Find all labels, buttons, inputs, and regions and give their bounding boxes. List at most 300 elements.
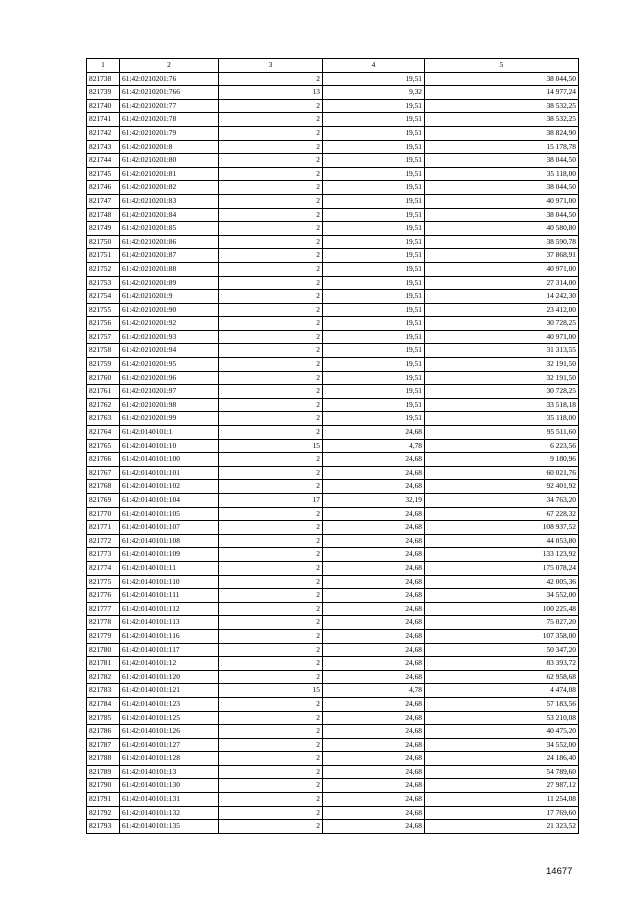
cadastral-number-cell: 61:42:0210201:87: [120, 249, 219, 263]
rate-cell: 19,51: [323, 140, 425, 154]
count-cell: 2: [219, 507, 323, 521]
count-cell: 2: [219, 616, 323, 630]
value-cell: 38 044,50: [425, 208, 579, 222]
row-id-cell: 821760: [87, 371, 120, 385]
cadastral-number-cell: 61:42:0210201:79: [120, 126, 219, 140]
count-cell: 2: [219, 167, 323, 181]
row-id-cell: 821777: [87, 602, 120, 616]
cadastral-number-cell: 61:42:0140101:128: [120, 752, 219, 766]
cadastral-number-cell: 61:42:0210201:9: [120, 290, 219, 304]
cadastral-number-cell: 61:42:0140101:131: [120, 793, 219, 807]
rate-cell: 19,51: [323, 208, 425, 222]
cadastral-number-cell: 61:42:0140101:101: [120, 466, 219, 480]
column-header: 3: [219, 59, 323, 73]
value-cell: 60 021,76: [425, 466, 579, 480]
value-cell: 38 044,50: [425, 154, 579, 168]
column-header: 5: [425, 59, 579, 73]
value-cell: 38 044,50: [425, 72, 579, 86]
row-id-cell: 821748: [87, 208, 120, 222]
table-row: [87, 426, 579, 440]
cadastral-number-cell: 61:42:0210201:93: [120, 330, 219, 344]
rate-cell: 19,51: [323, 303, 425, 317]
cadastral-number-cell: 61:42:0140101:1: [120, 426, 219, 440]
count-cell: 13: [219, 86, 323, 100]
rate-cell: 24,68: [323, 738, 425, 752]
rate-cell: 19,51: [323, 276, 425, 290]
value-cell: 14 242,30: [425, 290, 579, 304]
table-row: [87, 494, 579, 508]
table-row: [87, 86, 579, 100]
row-id-cell: 821752: [87, 262, 120, 276]
count-cell: 2: [219, 711, 323, 725]
cadastral-number-cell: 61:42:0210201:90: [120, 303, 219, 317]
count-cell: 2: [219, 262, 323, 276]
rate-cell: 19,51: [323, 344, 425, 358]
table-row: [87, 371, 579, 385]
table-row: [87, 290, 579, 304]
value-cell: 108 937,52: [425, 521, 579, 535]
cadastral-number-cell: 61:42:0140101:125: [120, 711, 219, 725]
cadastral-number-cell: 61:42:0140101:116: [120, 629, 219, 643]
table-row: [87, 725, 579, 739]
row-id-cell: 821754: [87, 290, 120, 304]
cadastral-number-cell: 61:42:0140101:104: [120, 494, 219, 508]
row-id-cell: 821771: [87, 521, 120, 535]
count-cell: 2: [219, 466, 323, 480]
row-id-cell: 821755: [87, 303, 120, 317]
rate-cell: 19,51: [323, 181, 425, 195]
count-cell: 2: [219, 480, 323, 494]
table-row: [87, 72, 579, 86]
row-id-cell: 821744: [87, 154, 120, 168]
table-row: [87, 194, 579, 208]
rate-cell: 24,68: [323, 752, 425, 766]
row-id-cell: 821756: [87, 317, 120, 331]
row-id-cell: 821791: [87, 793, 120, 807]
value-cell: 40 971,00: [425, 194, 579, 208]
rate-cell: 24,68: [323, 589, 425, 603]
cadastral-number-cell: 61:42:0140101:112: [120, 602, 219, 616]
column-header: 4: [323, 59, 425, 73]
cadastral-number-cell: 61:42:0210201:97: [120, 385, 219, 399]
value-cell: 38 532,25: [425, 113, 579, 127]
table-row: [87, 140, 579, 154]
table-row: [87, 629, 579, 643]
table-row: [87, 222, 579, 236]
rate-cell: 19,51: [323, 113, 425, 127]
table-row: [87, 684, 579, 698]
rate-cell: 24,68: [323, 507, 425, 521]
value-cell: 4 474,08: [425, 684, 579, 698]
cadastral-number-cell: 61:42:0140101:117: [120, 643, 219, 657]
table-row: [87, 575, 579, 589]
value-cell: 23 412,00: [425, 303, 579, 317]
count-cell: 2: [219, 602, 323, 616]
table-row: [87, 208, 579, 222]
row-id-cell: 821776: [87, 589, 120, 603]
table-row: [87, 262, 579, 276]
value-cell: 35 118,00: [425, 167, 579, 181]
count-cell: 15: [219, 439, 323, 453]
table-row: [87, 643, 579, 657]
cadastral-number-cell: 61:42:0140101:108: [120, 534, 219, 548]
cadastral-number-cell: 61:42:0140101:110: [120, 575, 219, 589]
count-cell: 2: [219, 412, 323, 426]
value-cell: 40 580,80: [425, 222, 579, 236]
rate-cell: 19,51: [323, 235, 425, 249]
value-cell: 35 118,00: [425, 412, 579, 426]
column-header: 2: [120, 59, 219, 73]
rate-cell: 19,51: [323, 358, 425, 372]
rate-cell: 19,51: [323, 72, 425, 86]
rate-cell: 19,51: [323, 290, 425, 304]
cadastral-number-cell: 61:42:0210201:77: [120, 99, 219, 113]
row-id-cell: 821769: [87, 494, 120, 508]
value-cell: 15 178,78: [425, 140, 579, 154]
row-id-cell: 821786: [87, 725, 120, 739]
rate-cell: 19,51: [323, 262, 425, 276]
row-id-cell: 821787: [87, 738, 120, 752]
rate-cell: 4,78: [323, 439, 425, 453]
row-id-cell: 821772: [87, 534, 120, 548]
count-cell: 2: [219, 72, 323, 86]
count-cell: 2: [219, 752, 323, 766]
row-id-cell: 821759: [87, 358, 120, 372]
table-row: [87, 113, 579, 127]
rate-cell: 19,51: [323, 194, 425, 208]
rate-cell: 24,68: [323, 725, 425, 739]
count-cell: 2: [219, 126, 323, 140]
row-id-cell: 821781: [87, 657, 120, 671]
count-cell: 2: [219, 453, 323, 467]
cadastral-number-cell: 61:42:0140101:135: [120, 820, 219, 834]
table-row: [87, 602, 579, 616]
value-cell: 175 078,24: [425, 561, 579, 575]
data-table: [86, 58, 579, 834]
row-id-cell: 821775: [87, 575, 120, 589]
cadastral-number-cell: 61:42:0210201:80: [120, 154, 219, 168]
row-id-cell: 821783: [87, 684, 120, 698]
rate-cell: 24,68: [323, 575, 425, 589]
count-cell: 2: [219, 765, 323, 779]
table-row: [87, 439, 579, 453]
rate-cell: 19,51: [323, 385, 425, 399]
row-id-cell: 821751: [87, 249, 120, 263]
rate-cell: 19,51: [323, 222, 425, 236]
table-row: [87, 99, 579, 113]
rate-cell: 24,68: [323, 657, 425, 671]
count-cell: 2: [219, 534, 323, 548]
row-id-cell: 821743: [87, 140, 120, 154]
cadastral-number-cell: 61:42:0140101:102: [120, 480, 219, 494]
table-row: [87, 480, 579, 494]
rate-cell: 24,68: [323, 670, 425, 684]
row-id-cell: 821763: [87, 412, 120, 426]
table-row: [87, 235, 579, 249]
table-row: [87, 358, 579, 372]
value-cell: 9 180,96: [425, 453, 579, 467]
table-row: [87, 657, 579, 671]
table-row: [87, 670, 579, 684]
count-cell: 2: [219, 521, 323, 535]
row-id-cell: 821792: [87, 806, 120, 820]
row-id-cell: 821745: [87, 167, 120, 181]
rate-cell: 19,51: [323, 371, 425, 385]
cadastral-number-cell: 61:42:0140101:120: [120, 670, 219, 684]
value-cell: 53 210,08: [425, 711, 579, 725]
count-cell: 2: [219, 249, 323, 263]
rate-cell: 4,78: [323, 684, 425, 698]
value-cell: 38 044,50: [425, 181, 579, 195]
cadastral-number-cell: 61:42:0210201:84: [120, 208, 219, 222]
count-cell: 2: [219, 548, 323, 562]
cadastral-number-cell: 61:42:0140101:130: [120, 779, 219, 793]
count-cell: 2: [219, 194, 323, 208]
rate-cell: 24,68: [323, 466, 425, 480]
table-row: [87, 616, 579, 630]
cadastral-number-cell: 61:42:0140101:113: [120, 616, 219, 630]
rate-cell: 24,68: [323, 820, 425, 834]
cadastral-number-cell: 61:42:0210201:85: [120, 222, 219, 236]
cadastral-number-cell: 61:42:0210201:78: [120, 113, 219, 127]
rate-cell: 19,51: [323, 249, 425, 263]
table-row: [87, 806, 579, 820]
value-cell: 30 728,25: [425, 317, 579, 331]
count-cell: 2: [219, 113, 323, 127]
table-row: [87, 466, 579, 480]
count-cell: 2: [219, 575, 323, 589]
row-id-cell: 821789: [87, 765, 120, 779]
table-row: [87, 711, 579, 725]
rate-cell: 24,68: [323, 426, 425, 440]
rate-cell: 24,68: [323, 806, 425, 820]
cadastral-number-cell: 61:42:0140101:121: [120, 684, 219, 698]
row-id-cell: 821739: [87, 86, 120, 100]
rate-cell: 24,68: [323, 629, 425, 643]
row-id-cell: 821770: [87, 507, 120, 521]
value-cell: 54 789,60: [425, 765, 579, 779]
rate-cell: 19,51: [323, 167, 425, 181]
table-row: [87, 589, 579, 603]
count-cell: 2: [219, 738, 323, 752]
count-cell: 2: [219, 181, 323, 195]
row-id-cell: 821782: [87, 670, 120, 684]
value-cell: 40 475,20: [425, 725, 579, 739]
row-id-cell: 821765: [87, 439, 120, 453]
rate-cell: 24,68: [323, 643, 425, 657]
row-id-cell: 821790: [87, 779, 120, 793]
row-id-cell: 821793: [87, 820, 120, 834]
cadastral-number-cell: 61:42:0140101:13: [120, 765, 219, 779]
rate-cell: 24,68: [323, 793, 425, 807]
rate-cell: 24,68: [323, 561, 425, 575]
cadastral-number-cell: 61:42:0210201:82: [120, 181, 219, 195]
value-cell: 133 123,92: [425, 548, 579, 562]
count-cell: 2: [219, 643, 323, 657]
count-cell: 2: [219, 589, 323, 603]
table-row: [87, 779, 579, 793]
count-cell: 2: [219, 99, 323, 113]
value-cell: 44 053,80: [425, 534, 579, 548]
rate-cell: 9,32: [323, 86, 425, 100]
count-cell: 2: [219, 779, 323, 793]
row-id-cell: 821766: [87, 453, 120, 467]
value-cell: 57 183,56: [425, 697, 579, 711]
cadastral-number-cell: 61:42:0210201:99: [120, 412, 219, 426]
cadastral-number-cell: 61:42:0210201:83: [120, 194, 219, 208]
count-cell: 2: [219, 358, 323, 372]
row-id-cell: 821758: [87, 344, 120, 358]
row-id-cell: 821761: [87, 385, 120, 399]
row-id-cell: 821762: [87, 398, 120, 412]
cadastral-number-cell: 61:42:0210201:81: [120, 167, 219, 181]
cadastral-number-cell: 61:42:0140101:109: [120, 548, 219, 562]
rate-cell: 19,51: [323, 126, 425, 140]
table-row: [87, 181, 579, 195]
count-cell: 2: [219, 235, 323, 249]
row-id-cell: 821741: [87, 113, 120, 127]
row-id-cell: 821780: [87, 643, 120, 657]
rate-cell: 24,68: [323, 548, 425, 562]
table-row: [87, 330, 579, 344]
table-row: [87, 344, 579, 358]
row-id-cell: 821750: [87, 235, 120, 249]
cadastral-number-cell: 61:42:0210201:95: [120, 358, 219, 372]
value-cell: 42 005,36: [425, 575, 579, 589]
count-cell: 2: [219, 793, 323, 807]
count-cell: 2: [219, 276, 323, 290]
value-cell: 32 191,50: [425, 358, 579, 372]
value-cell: 62 958,68: [425, 670, 579, 684]
table-row: [87, 752, 579, 766]
value-cell: 30 728,25: [425, 385, 579, 399]
count-cell: 17: [219, 494, 323, 508]
count-cell: 2: [219, 426, 323, 440]
table-row: [87, 507, 579, 521]
count-cell: 2: [219, 725, 323, 739]
rate-cell: 19,51: [323, 398, 425, 412]
value-cell: 50 347,20: [425, 643, 579, 657]
table-row: [87, 154, 579, 168]
cadastral-number-cell: 61:42:0140101:127: [120, 738, 219, 752]
table-row: [87, 126, 579, 140]
table-row: [87, 521, 579, 535]
rate-cell: 24,68: [323, 765, 425, 779]
table-row: [87, 276, 579, 290]
cadastral-number-cell: 61:42:0140101:100: [120, 453, 219, 467]
row-id-cell: 821757: [87, 330, 120, 344]
rate-cell: 24,68: [323, 453, 425, 467]
count-cell: 2: [219, 670, 323, 684]
rate-cell: 24,68: [323, 521, 425, 535]
value-cell: 24 186,40: [425, 752, 579, 766]
value-cell: 95 511,60: [425, 426, 579, 440]
count-cell: 2: [219, 697, 323, 711]
count-cell: 15: [219, 684, 323, 698]
cadastral-number-cell: 61:42:0210201:766: [120, 86, 219, 100]
count-cell: 2: [219, 140, 323, 154]
count-cell: 2: [219, 371, 323, 385]
table-row: [87, 249, 579, 263]
count-cell: 2: [219, 208, 323, 222]
row-id-cell: 821764: [87, 426, 120, 440]
rate-cell: 24,68: [323, 534, 425, 548]
count-cell: 2: [219, 317, 323, 331]
rate-cell: 19,51: [323, 99, 425, 113]
value-cell: 32 191,50: [425, 371, 579, 385]
cadastral-number-cell: 61:42:0140101:123: [120, 697, 219, 711]
rate-cell: 24,68: [323, 697, 425, 711]
row-id-cell: 821738: [87, 72, 120, 86]
cadastral-number-cell: 61:42:0140101:11: [120, 561, 219, 575]
row-id-cell: 821753: [87, 276, 120, 290]
value-cell: 40 971,00: [425, 330, 579, 344]
value-cell: 67 228,32: [425, 507, 579, 521]
table-row: [87, 398, 579, 412]
cadastral-number-cell: 61:42:0210201:86: [120, 235, 219, 249]
table-row: [87, 453, 579, 467]
count-cell: 2: [219, 398, 323, 412]
row-id-cell: 821779: [87, 629, 120, 643]
table-row: [87, 303, 579, 317]
rate-cell: 19,51: [323, 412, 425, 426]
rate-cell: 19,51: [323, 330, 425, 344]
value-cell: 34 552,00: [425, 738, 579, 752]
table-row: [87, 548, 579, 562]
value-cell: 83 393,72: [425, 657, 579, 671]
cadastral-number-cell: 61:42:0210201:92: [120, 317, 219, 331]
value-cell: 34 552,00: [425, 589, 579, 603]
table-row: [87, 534, 579, 548]
count-cell: 2: [219, 330, 323, 344]
table-row: [87, 765, 579, 779]
row-id-cell: 821774: [87, 561, 120, 575]
value-cell: 17 769,60: [425, 806, 579, 820]
table-row: [87, 317, 579, 331]
cadastral-number-cell: 61:42:0210201:94: [120, 344, 219, 358]
count-cell: 2: [219, 290, 323, 304]
cadastral-number-cell: 61:42:0210201:96: [120, 371, 219, 385]
table-row: [87, 820, 579, 834]
value-cell: 11 254,08: [425, 793, 579, 807]
value-cell: 100 225,48: [425, 602, 579, 616]
column-header: 1: [87, 59, 120, 73]
value-cell: 31 313,55: [425, 344, 579, 358]
table-row: [87, 385, 579, 399]
table-row: [87, 738, 579, 752]
table-row: [87, 167, 579, 181]
value-cell: 92 401,92: [425, 480, 579, 494]
value-cell: 38 824,90: [425, 126, 579, 140]
cadastral-number-cell: 61:42:0210201:88: [120, 262, 219, 276]
row-id-cell: 821747: [87, 194, 120, 208]
table-row: [87, 412, 579, 426]
row-id-cell: 821773: [87, 548, 120, 562]
value-cell: 27 314,00: [425, 276, 579, 290]
rate-cell: 24,68: [323, 711, 425, 725]
value-cell: 14 977,24: [425, 86, 579, 100]
cadastral-number-cell: 61:42:0140101:107: [120, 521, 219, 535]
rate-cell: 19,51: [323, 154, 425, 168]
value-cell: 75 027,20: [425, 616, 579, 630]
value-cell: 6 223,56: [425, 439, 579, 453]
row-id-cell: 821768: [87, 480, 120, 494]
value-cell: 37 868,91: [425, 249, 579, 263]
row-id-cell: 821778: [87, 616, 120, 630]
value-cell: 38 532,25: [425, 99, 579, 113]
cadastral-number-cell: 61:42:0140101:111: [120, 589, 219, 603]
value-cell: 40 971,00: [425, 262, 579, 276]
